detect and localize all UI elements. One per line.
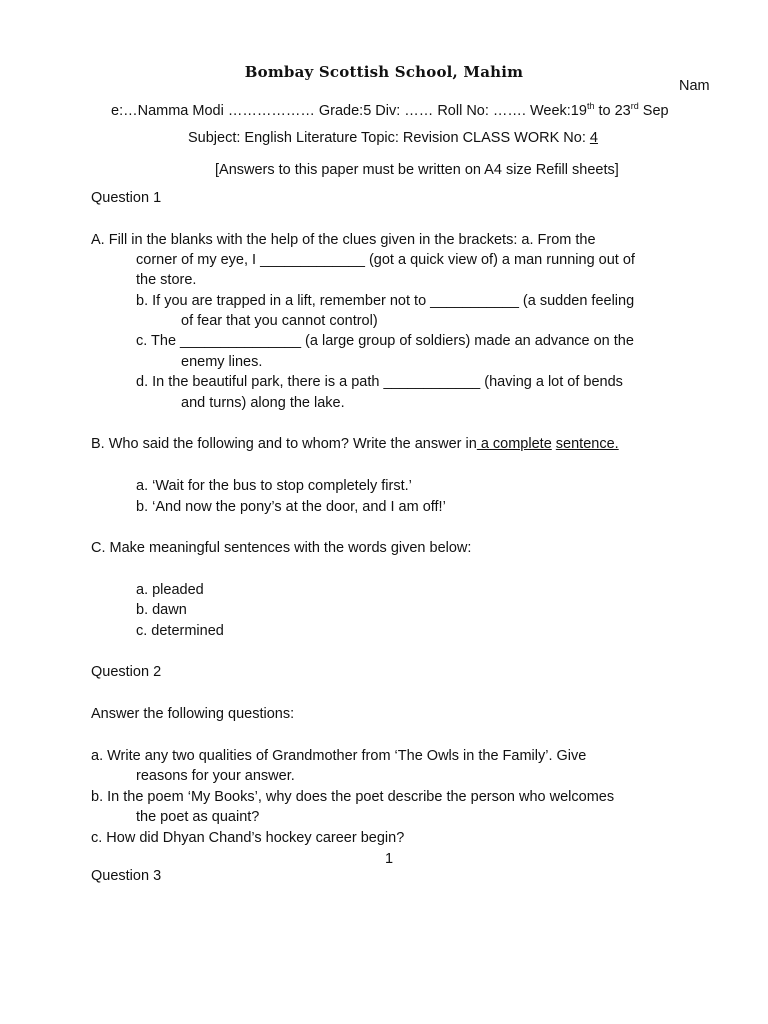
q2-item-b-line-1: b. In the poem ‘My Books’, why does the poet describe the person who welcomes bbox=[91, 789, 615, 805]
student-details-text: e:…Namma Modi ……………… Grade:5 Div: …… Roll No: ……. Week:19 bbox=[111, 103, 587, 119]
q1c-item-c: c. determined bbox=[136, 623, 224, 639]
q1b-prompt-text: B. Who said the following and to whom? Write the answer in bbox=[91, 436, 477, 452]
student-details-line bbox=[111, 101, 669, 121]
week-month-text: Sep bbox=[638, 103, 669, 119]
week-start-suffix: th bbox=[586, 101, 595, 112]
q1a-item-d-line-1: d. In the beautiful park, there is a path ____________ (having a lot of bends bbox=[136, 374, 623, 390]
q1a-item-c-line-2: enemy lines. bbox=[181, 354, 263, 370]
q1b-prompt bbox=[91, 434, 619, 454]
week-end-suffix: rd bbox=[630, 101, 639, 112]
q1b-item-b: b. ‘And now the pony’s at the door, and I am off!’ bbox=[136, 499, 446, 515]
subject-line bbox=[188, 128, 598, 148]
q1c-item-a: a. pleaded bbox=[136, 582, 204, 598]
q2-item-a-line-2: reasons for your answer. bbox=[136, 768, 295, 784]
subject-text: Subject: English Literature Topic: Revision CLASS WORK No: bbox=[188, 130, 590, 146]
school-name: Bombay Scottish School, Mahim bbox=[244, 63, 524, 81]
q1c-item-b: b. dawn bbox=[136, 602, 187, 618]
q2-item-b-line-2: the poet as quaint? bbox=[136, 809, 260, 825]
q1c-prompt: C. Make meaningful sentences with the words given below: bbox=[91, 540, 472, 556]
q2-item-a-line-1: a. Write any two qualities of Grandmother from ‘The Owls in the Family’. Give bbox=[91, 748, 587, 764]
week-mid-text: to 23 bbox=[594, 103, 631, 119]
q1a-item-b-line-1: b. If you are trapped in a lift, remember not to ___________ (a sudden feeling bbox=[136, 293, 635, 309]
q1a-line-2: corner of my eye, I _____________ (got a quick view of) a man running out of bbox=[136, 252, 635, 268]
name-label-prefix: Nam bbox=[679, 78, 710, 94]
question1-heading: Question 1 bbox=[91, 190, 162, 206]
q1a-item-c-line-1: c. The _______________ (a large group of soldiers) made an advance on the bbox=[136, 333, 634, 349]
answer-instruction: [Answers to this paper must be written on A4 size Refill sheets] bbox=[215, 162, 619, 178]
page-number: 1 bbox=[384, 851, 394, 867]
q1a-line-1: A. Fill in the blanks with the help of the clues given in the brackets: a. From the bbox=[91, 232, 596, 248]
question3-heading: Question 3 bbox=[91, 868, 162, 884]
question2-instruction: Answer the following questions: bbox=[91, 706, 295, 722]
class-work-number: 4 bbox=[589, 130, 598, 146]
q1a-item-d-line-2: and turns) along the lake. bbox=[181, 395, 345, 411]
q1b-prompt-underlined-1: a complete bbox=[476, 436, 552, 452]
q1a-line-3: the store. bbox=[136, 272, 197, 288]
question2-heading: Question 2 bbox=[91, 664, 162, 680]
q1a-item-b-line-2: of fear that you cannot control) bbox=[181, 313, 378, 329]
q2-item-c: c. How did Dhyan Chand’s hockey career begin? bbox=[91, 830, 405, 846]
q1b-prompt-underlined-2: sentence. bbox=[555, 436, 619, 452]
q1b-item-a: a. ‘Wait for the bus to stop completely first.’ bbox=[136, 478, 412, 494]
